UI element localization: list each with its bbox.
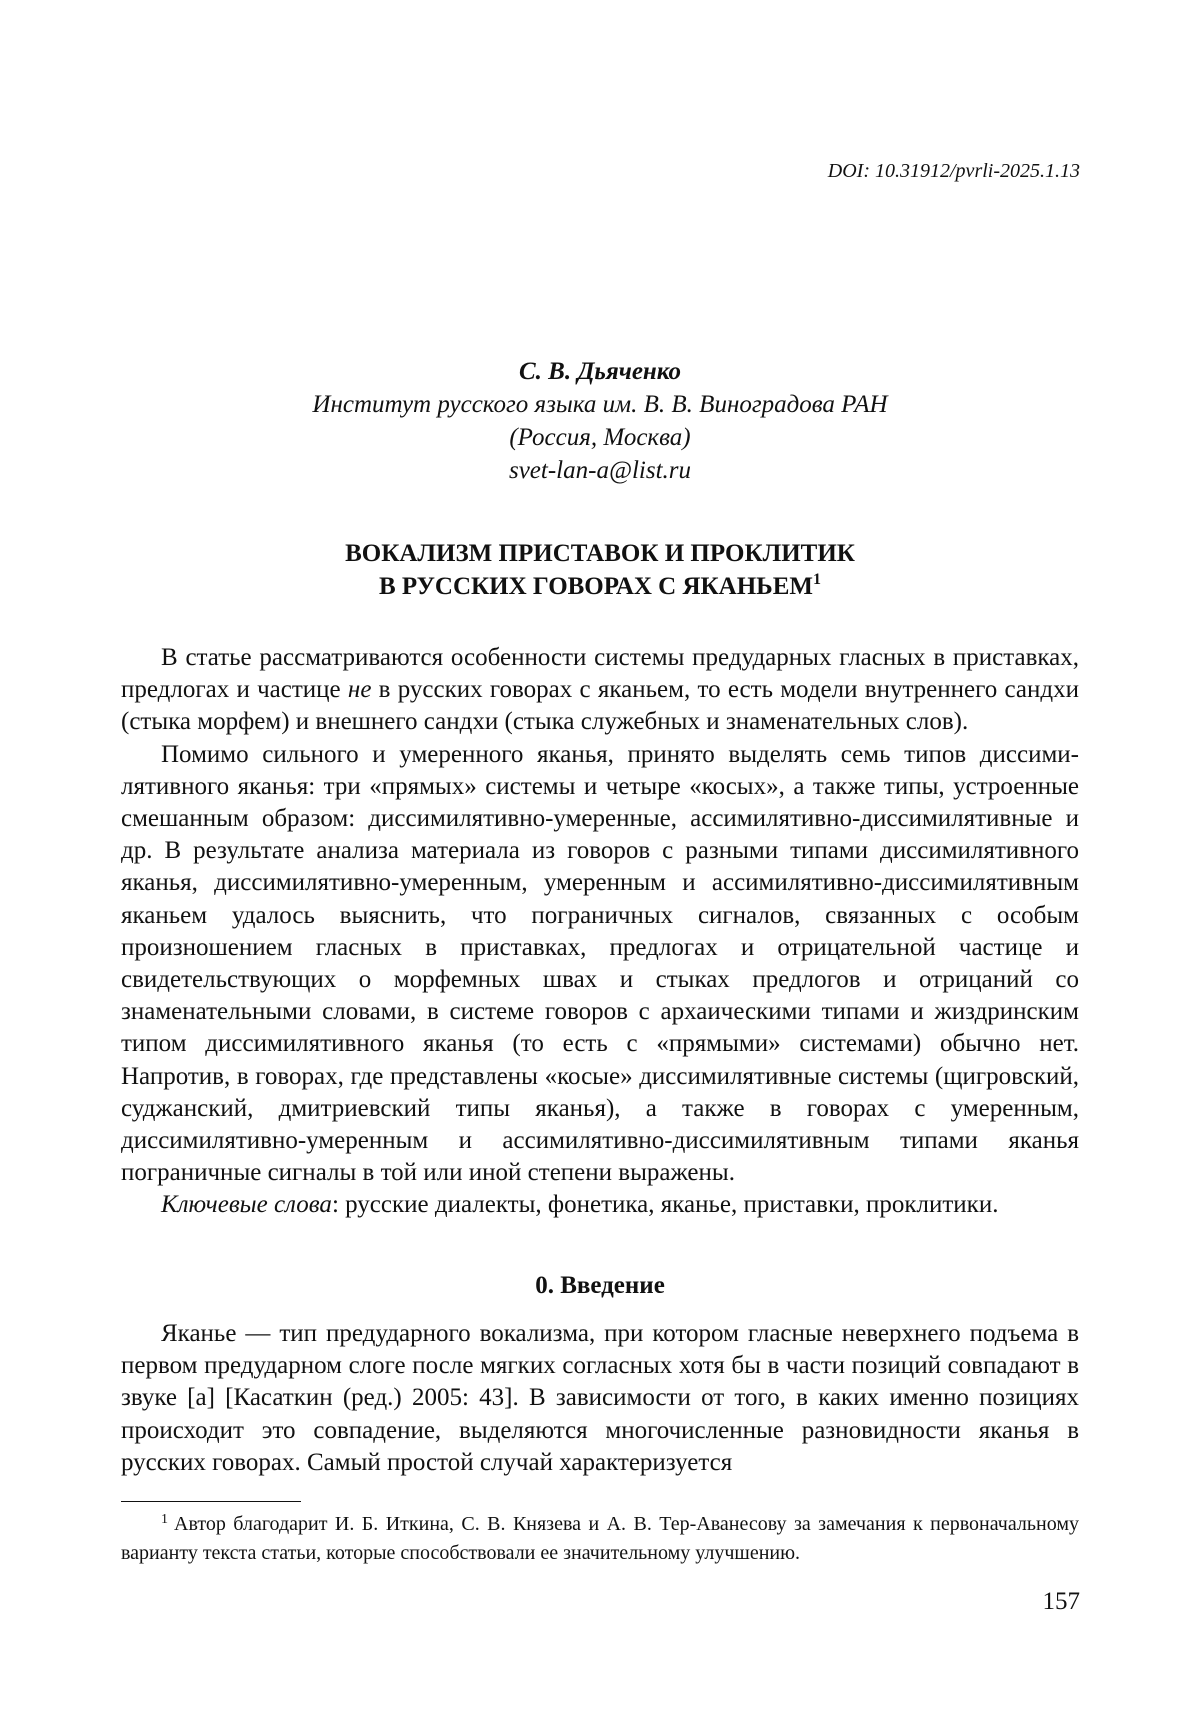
intro-paragraph-1: Яканье — тип предударного вокализма, при котором гласные неверхнего подъема в первом предударном слоге после мягких согласных хотя бы в части позиций совпадают в звуке [а] [Касаткин (ред.) 2005: 43]. В зависимости от того, в каких именно позициях происходит это совпадение, выделяются многочисленные разновидности яканья в русских говорах. Самый простой случай характеризуется xyxy=(121,1320,1079,1476)
author-block xyxy=(0,355,1200,487)
introduction xyxy=(121,1318,1079,1479)
page-number: 157 xyxy=(1042,1588,1080,1615)
title-footnote-mark: 1 xyxy=(812,571,821,588)
abstract-p1-text-a: В статье рассматриваются особенности системы предударных гласных в приставках, предлогах и частице xyxy=(121,644,1079,704)
keywords xyxy=(121,1189,1079,1221)
footnote-mark: 1 xyxy=(161,1512,168,1527)
keywords-label: Ключевые слова xyxy=(161,1191,332,1219)
doi-label: DOI: 10.31912/pvrli-2025.1.13 xyxy=(827,160,1080,182)
abstract-p1-emphasis: не xyxy=(347,676,372,704)
footnote-text: Автор благодарит И. Б. Иткина, С. В. Князева и А. В. Тер-Аванесову за замечания к первоначальному варианту текста статьи, которые способствовали ее значительному улучшению. xyxy=(121,1513,1079,1564)
author-location: (Россия, Москва) xyxy=(509,424,691,451)
author-email: svet-lan-a@list.ru xyxy=(508,457,691,484)
title-line-1: ВОКАЛИЗМ ПРИСТАВОК И ПРОКЛИТИК xyxy=(345,540,855,567)
article-title xyxy=(0,537,1200,603)
section-heading: 0. Введение xyxy=(535,1272,665,1299)
footnote-divider xyxy=(121,1501,301,1502)
abstract xyxy=(121,642,1079,1222)
title-line-2-text: В РУССКИХ ГОВОРАХ С ЯКАНЬЕМ xyxy=(379,573,813,600)
abstract-p1-text-b: в русских говорах с яканьем, то есть модели внутреннего сандхи (стыка морфем) и внешнего сандхи (стыка служебных и знаменательных слов). xyxy=(121,676,1080,736)
abstract-paragraph-2: Помимо сильного и умеренного яканья, принято выделять семь типов диссимилятивного яканья: три «прямых» системы и четыре «косых», а также типы, устроенные смешанным образом: диссимилятивно-умеренные, ассимилятивно-диссимилятивные и др. В результате анализа материала из говоров с разными типами диссимилятивного яканья, диссимилятивно-умеренным, умеренным и ассимилятивно-диссимилятивным яканьем удалось выяснить, что пограничных сигналов, связанных с особым произношением гласных в приставках, предлогах и отрицательной частице и свидетельствующих о морфемных швах и стыках предлогов и отрицаний со знаменательными словами, в системе говоров с архаическими типами и жиздринским типом диссимилятивного яканья (то есть с «прямыми» системами) обычно нет. Напротив, в говорах, где представлены «косые» диссимилятивные системы (щигровский, суджанский, дмитриевский типы яканья), а также в говорах с умеренным, диссимилятивно-умеренным и ассимилятивно-диссимилятивным типами яканья пограничные сигналы в той или иной степени выражены. xyxy=(121,740,1079,1187)
author-affiliation: Институт русского языка им. В. В. Виноградова РАН xyxy=(312,391,888,418)
keywords-text: : русские диалекты, фонетика, яканье, приставки, проклитики. xyxy=(331,1191,999,1219)
abstract-paragraph-1 xyxy=(121,642,1079,739)
footnote-paragraph xyxy=(121,1510,1079,1568)
title-line-2 xyxy=(0,570,1200,603)
author-name: С. В. Дьяченко xyxy=(518,358,682,385)
footnote xyxy=(121,1510,1079,1568)
